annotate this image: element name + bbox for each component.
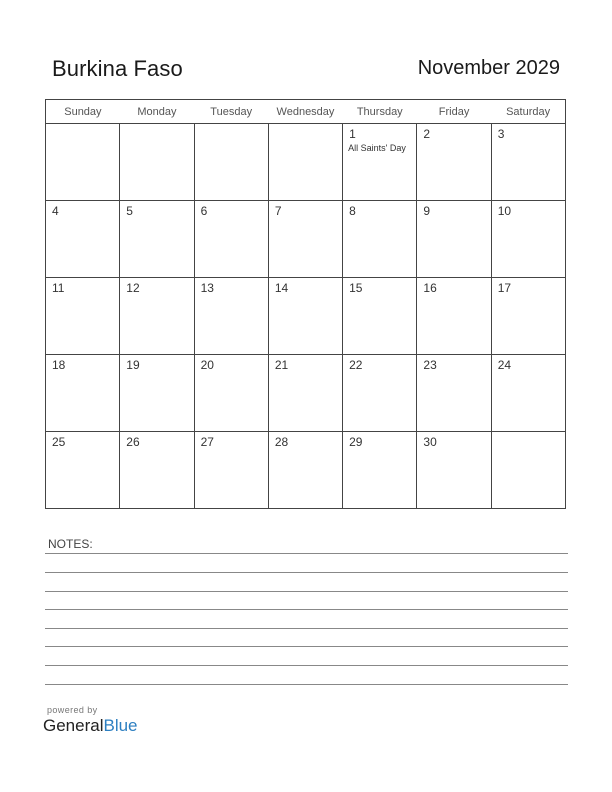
week-row — [46, 355, 566, 432]
day-cell — [120, 201, 194, 278]
note-line — [45, 665, 568, 666]
day-cell — [491, 201, 565, 278]
day-number: 1 — [349, 127, 356, 141]
day-cell — [194, 201, 268, 278]
note-line — [45, 684, 568, 685]
day-number: 22 — [349, 358, 363, 372]
week-row — [46, 201, 566, 278]
day-number: 28 — [274, 435, 289, 449]
day-cell — [46, 278, 120, 355]
note-line — [45, 609, 568, 610]
day-cell — [491, 355, 565, 432]
day-cell — [46, 355, 120, 432]
weekday-header-row — [46, 100, 566, 124]
day-cell — [343, 278, 417, 355]
day-number: 10 — [497, 204, 512, 218]
weekday-monday: Monday — [120, 100, 194, 124]
day-cell — [268, 355, 342, 432]
day-cell — [120, 432, 194, 509]
day-number: 8 — [349, 204, 356, 218]
calendar-grid — [45, 99, 566, 509]
generalblue-logo[interactable] — [43, 716, 138, 736]
day-cell — [194, 278, 268, 355]
day-number: 11 — [52, 281, 65, 295]
day-cell — [417, 432, 491, 509]
weekday-wednesday: Wednesday — [268, 100, 342, 124]
powered-by-text: powered by — [47, 705, 98, 715]
note-line — [45, 572, 568, 573]
day-number: 4 — [52, 204, 59, 218]
day-cell — [46, 432, 120, 509]
week-row — [46, 124, 566, 201]
day-number: 30 — [423, 435, 437, 449]
day-cell — [343, 124, 417, 201]
day-number: 26 — [126, 435, 140, 449]
day-number: 16 — [423, 281, 437, 295]
notes-label: NOTES: — [48, 537, 93, 551]
day-cell — [194, 432, 268, 509]
day-number: 21 — [274, 358, 289, 372]
day-number: 27 — [200, 435, 214, 449]
day-cell — [46, 124, 120, 201]
note-line — [45, 553, 568, 554]
day-cell — [491, 278, 565, 355]
day-number: 9 — [423, 204, 431, 218]
brand-general: General — [43, 716, 104, 735]
day-cell — [343, 432, 417, 509]
day-cell — [417, 278, 491, 355]
day-cell — [343, 355, 417, 432]
weekday-saturday: Saturday — [491, 100, 565, 124]
weekday-sunday: Sunday — [46, 100, 120, 124]
day-cell — [268, 278, 342, 355]
week-row — [46, 278, 566, 355]
day-number: 24 — [497, 358, 512, 372]
day-cell — [120, 355, 194, 432]
day-number: 2 — [423, 127, 431, 141]
day-number: 19 — [126, 358, 140, 372]
weekday-thursday: Thursday — [343, 100, 417, 124]
weekday-tuesday: Tuesday — [194, 100, 268, 124]
day-number: 5 — [126, 204, 133, 218]
day-cell — [120, 278, 194, 355]
note-line — [45, 591, 568, 592]
note-line — [45, 628, 568, 629]
day-number: 12 — [126, 281, 140, 295]
day-number: 6 — [200, 204, 208, 218]
day-number: 20 — [200, 358, 214, 372]
day-number: 13 — [200, 281, 214, 295]
day-number: 18 — [52, 358, 66, 372]
day-cell — [491, 124, 565, 201]
day-number: 7 — [274, 204, 282, 218]
day-number: 14 — [274, 281, 289, 295]
day-number: 23 — [423, 358, 437, 372]
country-title: Burkina Faso — [52, 56, 183, 81]
day-cell — [120, 124, 194, 201]
month-title: November 2029 — [417, 57, 560, 79]
day-number: 3 — [497, 127, 505, 141]
day-cell — [268, 432, 342, 509]
day-number: 29 — [349, 435, 363, 449]
holiday-label: All Saints' Day — [348, 143, 406, 153]
week-row — [46, 432, 566, 509]
weekday-friday: Friday — [417, 100, 491, 124]
day-cell — [194, 355, 268, 432]
day-cell — [343, 201, 417, 278]
note-line — [45, 646, 568, 647]
day-cell — [417, 201, 491, 278]
day-number: 15 — [349, 281, 363, 295]
day-cell — [491, 432, 565, 509]
day-cell — [268, 201, 342, 278]
brand-blue: Blue — [103, 716, 138, 735]
day-cell — [46, 201, 120, 278]
day-cell — [194, 124, 268, 201]
day-number: 17 — [497, 281, 512, 295]
day-cell — [417, 355, 491, 432]
day-cell — [268, 124, 342, 201]
day-number: 25 — [52, 435, 66, 449]
day-cell — [417, 124, 491, 201]
